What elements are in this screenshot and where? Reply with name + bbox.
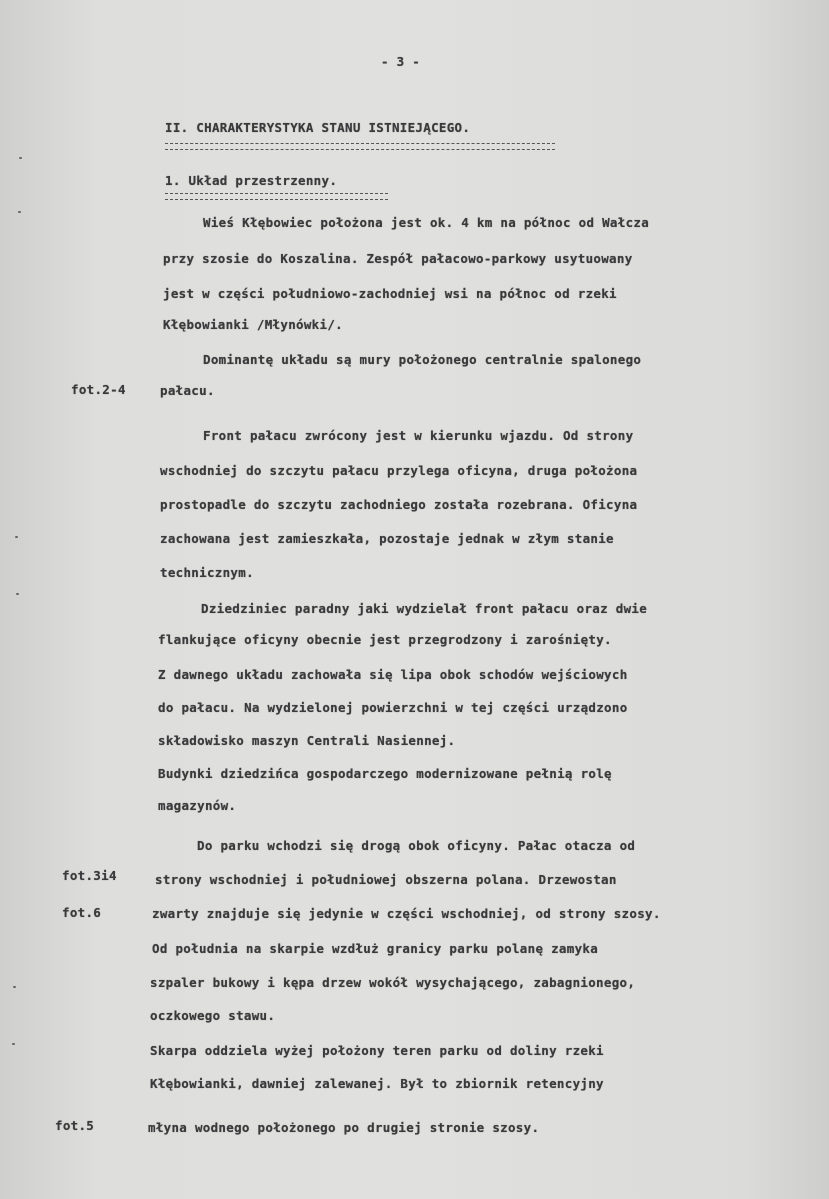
margin-mark — [12, 1043, 15, 1045]
margin-note: fot.5 — [55, 1118, 95, 1133]
text-line: młyna wodnego położonego po drugiej stronie szosy. — [148, 1120, 540, 1135]
margin-note: fot.2-4 — [71, 382, 126, 397]
text-line: Wieś Kłębowiec położona jest ok. 4 km na północ od Wałcza — [203, 215, 650, 230]
margin-note: fot.3i4 — [62, 868, 117, 883]
section-heading-double-underline — [165, 143, 555, 150]
text-line: do pałacu. Na wydzielonej powierzchni w tej części urządzono — [158, 700, 628, 715]
margin-mark — [19, 157, 22, 159]
section-heading: II. CHARAKTERYSTYKA STANU ISTNIEJĄCEGO. — [165, 120, 471, 135]
text-line: Do parku wchodzi się drogą obok oficyny. Pałac otacza od — [197, 838, 636, 853]
text-line: zwarty znajduje się jedynie w części wschodniej, od strony szosy. — [152, 906, 661, 921]
text-line: prostopadle do szczytu zachodniego została rozebrana. Oficyna — [160, 497, 638, 512]
margin-mark — [15, 536, 18, 538]
text-line: Od południa na skarpie wzdłuż granicy parku polanę zamyka — [152, 941, 599, 956]
text-line: Dominantę układu są mury położonego centralnie spalonego — [203, 352, 642, 367]
text-line: Front pałacu zwrócony jest w kierunku wjazdu. Od strony — [203, 428, 634, 443]
text-line: oczkowego stawu. — [150, 1008, 276, 1023]
text-line: szpaler bukowy i kępa drzew wokół wysychającego, zabagnionego, — [150, 975, 636, 990]
text-line: Dziedziniec paradny jaki wydzielał front pałacu oraz dwie — [201, 601, 648, 616]
text-line: technicznym. — [160, 565, 254, 580]
text-line: wschodniej do szczytu pałacu przylega oficyna, druga położona — [160, 463, 638, 478]
margin-mark — [18, 211, 21, 213]
text-line: Z dawnego układu zachowała się lipa obok schodów wejściowych — [158, 667, 628, 682]
text-line: jest w części południowo-zachodniej wsi na północ od rzeki — [163, 286, 617, 301]
text-line: magazynów. — [158, 798, 237, 813]
subsection-heading-double-underline — [165, 193, 388, 200]
text-line: Kłębowianki, dawniej zalewanej. Był to zbiornik retencyjny — [150, 1076, 604, 1091]
page-number: - 3 - — [381, 54, 421, 69]
text-line: zachowana jest zamieszkała, pozostaje jednak w złym stanie — [160, 531, 614, 546]
text-line: strony wschodniej i południowej obszerna polana. Drzewostan — [155, 872, 617, 887]
text-line: pałacu. — [160, 383, 215, 398]
margin-mark — [13, 986, 16, 988]
text-line: Kłębowianki /Młynówki/. — [163, 317, 343, 332]
margin-note: fot.6 — [62, 905, 102, 920]
text-line: przy szosie do Koszalina. Zespół pałacowo-parkowy usytuowany — [163, 251, 633, 266]
text-line: Budynki dziedzińca gospodarczego modernizowane pełnią rolę — [158, 766, 612, 781]
subsection-heading: 1. Układ przestrzenny. — [165, 173, 338, 188]
margin-mark — [16, 593, 19, 595]
text-line: składowisko maszyn Centrali Nasiennej. — [158, 733, 456, 748]
text-line: Skarpa oddziela wyżej położony teren parku od doliny rzeki — [150, 1043, 604, 1058]
text-line: flankujące oficyny obecnie jest przegrodzony i zarośnięty. — [158, 632, 612, 647]
